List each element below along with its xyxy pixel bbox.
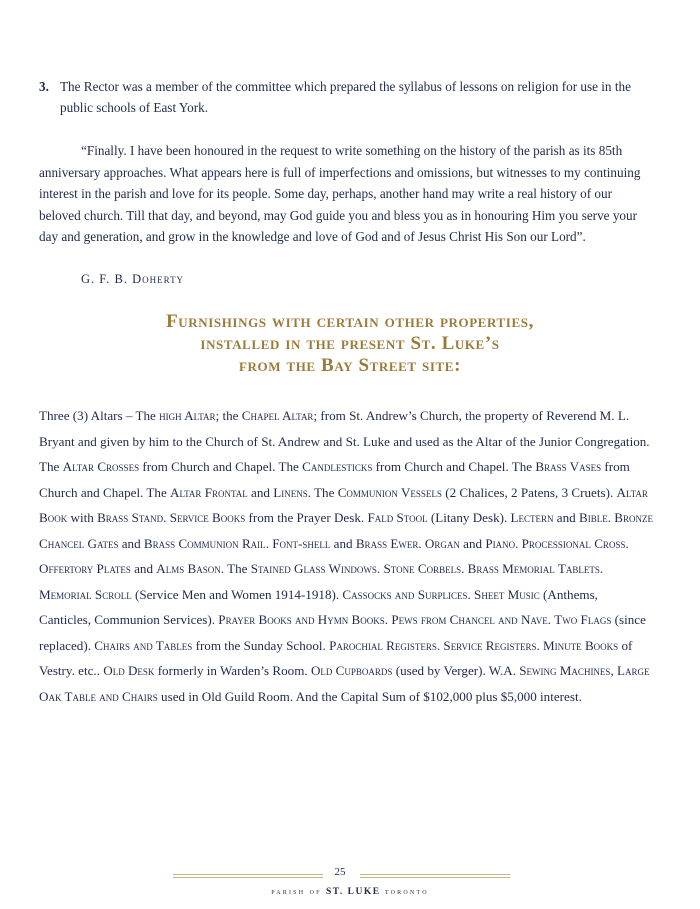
furnishing-item: Font-shell (272, 535, 331, 551)
body-text-run: from the Sunday School. (192, 637, 330, 653)
page-number: 25 (334, 866, 346, 878)
furnishing-item: Bible (578, 510, 608, 525)
furnishing-item: Brass Stand (97, 510, 164, 525)
footer-prefix: parish of (271, 886, 322, 896)
body-text-run: (2 Chalices, 2 Patens, 3 Cruets). (441, 484, 617, 500)
furnishing-item: Piano (485, 535, 516, 551)
body-text-run: . (376, 561, 384, 576)
signature-initials: G. F. B. (81, 272, 128, 286)
body-text-run: and (130, 561, 157, 576)
body-text-run: . (384, 612, 392, 627)
body-text-run: used in Old Guild Room. And the Capital Sum of $102,000 plus $5,000 interest. (157, 688, 582, 704)
body-text-run: . (547, 612, 555, 627)
furnishing-item: Prayer Books and Hymn Books (218, 612, 385, 627)
item-text: The Rector was a member of the committee which prepared the syllabus of lessons on religion for use in the public schools of East York. (60, 79, 631, 115)
item-number: 3. (39, 79, 49, 94)
furnishing-item: Fald Stool (367, 510, 428, 525)
furnishing-item: Sewing Machines (519, 663, 611, 678)
furnishing-item: Sheet Music (474, 586, 540, 602)
furnishing-item: Alms Bason (156, 561, 221, 576)
footer-suffix: toronto (384, 886, 429, 896)
body-text-run: ; from St. Andrew’s Church, the property of Reverend M. L. Bryant and given by him to the Church of St. Andrew and St. Luke and used as the Altar of the Junior Congregation. The (39, 408, 650, 474)
body-text-run: Three (3) Altars – The (39, 408, 160, 423)
heading-line-3: from the Bay Street site: (238, 355, 462, 376)
furnishing-item: Brass Memorial Tablets (467, 561, 600, 576)
body-text-run: . (536, 637, 544, 653)
body-text-run: (Litany Desk). (427, 510, 511, 525)
body-text-run: of Vestry. etc.. (39, 637, 633, 678)
body-text-run: . (467, 586, 475, 602)
furnishing-item: Old Desk (103, 663, 155, 678)
furnishing-item: Brass Ewer (355, 535, 419, 551)
body-text-run: . (436, 637, 444, 653)
body-text-run: and (118, 535, 144, 551)
furnishing-item: Two Flags (554, 612, 612, 627)
furnishing-item: Service Books (169, 510, 246, 525)
furnishing-item: Service Registers (443, 637, 537, 653)
furnishing-item: Altar Crosses (62, 459, 140, 474)
furnishing-item: Stone Corbels (383, 561, 462, 576)
body-text-run: . The (307, 484, 338, 500)
furnishing-item: Offertory Plates (39, 561, 131, 576)
footer-parish-title (0, 886, 700, 897)
furnishing-item: Linens (273, 484, 308, 500)
furnishing-item: Bronze Chancel Gates (39, 510, 653, 551)
body-text-run: (Anthems, Canticles, Communion Services). (39, 586, 598, 627)
body-text-run: from Church and Chapel. The (139, 459, 303, 474)
body-text-run: and (459, 535, 486, 551)
signature-surname: Doherty (132, 272, 185, 286)
furnishing-item: Stained Glass Windows (250, 561, 377, 576)
furnishing-item: Parochial Registers (329, 637, 437, 653)
furnishing-item: Chapel Altar (241, 408, 314, 423)
furnishing-item: high Altar (159, 408, 216, 423)
furnishing-item: Brass Communion Rail (143, 535, 266, 551)
furnishing-item: Large Oak Table and Chairs (39, 663, 650, 704)
body-text-run: formerly in Warden’s Room. (154, 663, 311, 678)
numbered-item-3 (39, 76, 649, 118)
body-text-run: from Church and Chapel. The (372, 459, 536, 474)
furnishing-item: Altar Book (39, 484, 648, 525)
body-text-run: . (418, 535, 425, 551)
heading-line-1: Furnishings with certain other properties, (166, 311, 534, 332)
body-text-run: from Church and Chapel. The (39, 459, 630, 500)
body-text-run: . (515, 535, 522, 551)
body-text-run: (used by Verger). W.A. (392, 663, 520, 678)
body-text-run: and (330, 535, 356, 551)
furnishing-item: Old Cupboards (310, 663, 393, 678)
furnishing-item: Brass Vases (535, 459, 602, 474)
body-text-run: (Service Men and Women 1914-1918). (131, 586, 343, 602)
furnishing-item: Organ (424, 535, 460, 551)
furnishing-item: Processional Cross (521, 535, 626, 551)
furnishing-item: Altar Frontal (170, 484, 248, 500)
body-text-run: , (610, 663, 617, 678)
furnishings-paragraph (39, 403, 653, 709)
footer-rule-right (360, 874, 510, 875)
section-heading (0, 311, 700, 377)
body-text-run: . (265, 535, 273, 551)
furnishing-item: Lectern (510, 510, 554, 525)
heading-line-2: installed in the present St. Luke’s (200, 333, 500, 354)
body-text-run: ; the (215, 408, 242, 423)
body-text-run: . (461, 561, 468, 576)
furnishing-item: Pews from Chancel and Nave (391, 612, 548, 627)
furnishing-item: Candlesticks (302, 459, 373, 474)
footer-parish-name: ST. LUKE (325, 887, 381, 897)
furnishing-item: Minute Books (543, 637, 619, 653)
furnishing-item: Memorial Scroll (39, 586, 132, 602)
body-text-run: from the Prayer Desk. (245, 510, 368, 525)
body-text-run: . The (220, 561, 251, 576)
body-text-run: . (163, 510, 170, 525)
furnishing-item: Chairs and Tables (94, 637, 193, 653)
body-text-run: . (607, 510, 615, 525)
signature (81, 272, 184, 287)
rector-quote: “Finally. I have been honoured in the request to write something on the history of the parish as its 85th anniversary approaches. What appears here is full of imperfections and omissions, but witnesses to my continuing interest in the parish and love for its people. Some day, perhaps, another hand may write a real history of our beloved church. Till that day, and beyond, may God guide you and bless you as in honouring Him you serve your day and generation, and grow in the knowledge and love of God and of Jesus Christ His Son our Lord”. (39, 143, 641, 244)
body-text-run: and (553, 510, 579, 525)
furnishing-item: Cassocks and Surplices (342, 586, 468, 602)
body-text-run: . (599, 561, 604, 576)
furnishing-item: Communion Vessels (337, 484, 442, 500)
body-text-run: . (625, 535, 629, 551)
body-text-run: and (247, 484, 274, 500)
body-text-run: (since replaced). (39, 612, 646, 653)
body-text-run: with (67, 510, 98, 525)
